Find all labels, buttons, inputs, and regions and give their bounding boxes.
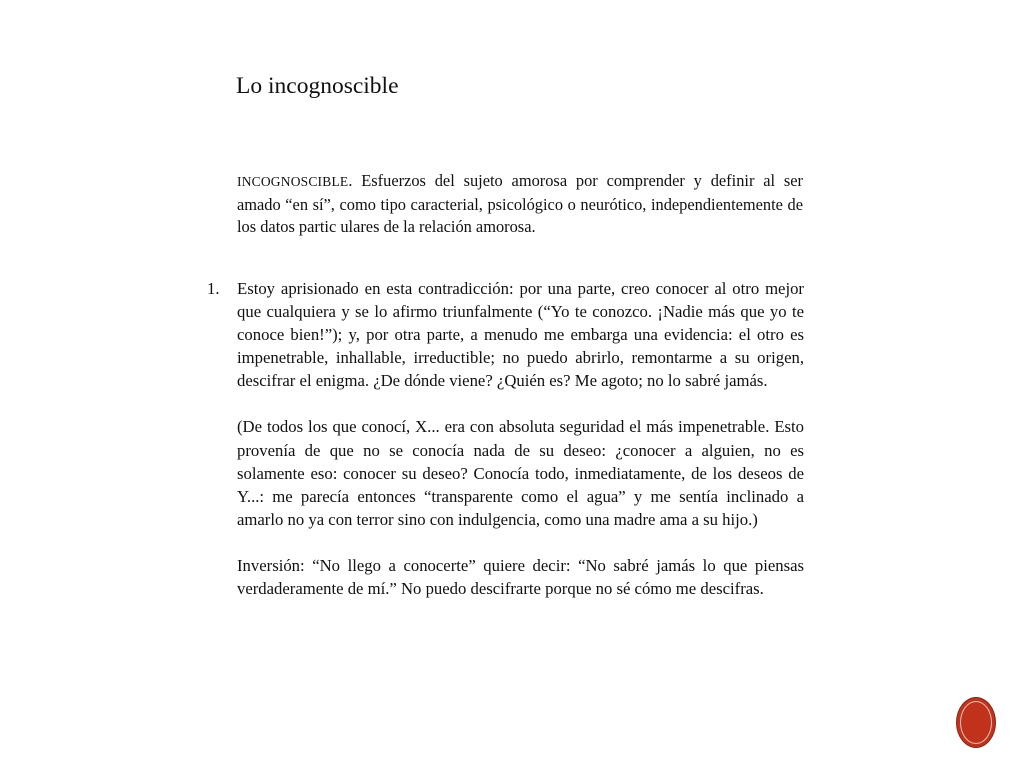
entry-body xyxy=(237,277,804,600)
entry-paragraph-1: Estoy aprisionado en esta contradicción: por una parte, creo conocer al otro mejor que cualquiera y se lo afirmo triunfalmente (“Yo te conozco. ¡Nadie más que yo te conoce bien!”); y, por otra parte, a menudo me embarga una evidencia: el otro es impenetrable, inhallable, irreductible; no puedo abrirlo, remontarme a su origen, descifrar el enigma. ¿De dónde viene? ¿Quién es? Me agoto; no lo sabré jamás. xyxy=(237,279,804,391)
badge-ring-icon xyxy=(960,701,992,744)
entry-paragraph-3: Inversión: “No llego a conocerte” quiere decir: “No sabré jamás lo que piensas verdaderamente de mí.” No puedo descifrarte porque no sé cómo me descifras. xyxy=(237,555,804,599)
definition-paragraph xyxy=(237,170,803,239)
entry-number: 1. xyxy=(207,279,220,298)
slide-number-badge xyxy=(956,697,996,748)
definition-text: . Esfuerzos del sujeto amorosa por comprender y definir al ser amado “en sí”, como tipo caracterial, psicológico o neurótico, independientemente de los datos partic ulares de la relación amorosa. xyxy=(237,171,803,236)
page-title: Lo incognoscible xyxy=(236,73,399,99)
definition-term: INCOGNOSCIBLE xyxy=(237,174,349,189)
numbered-entry xyxy=(207,277,804,600)
entry-paragraph-2: (De todos los que conocí, X... era con absoluta seguridad el más impenetrable. Esto provenía de que no se conocía nada de su deseo: ¿conocer a alguien, no es solamente eso: conocer su deseo? Conocía todo, inmediatamente, de los deseos de Y...: me parecía entonces “transparente como el agua” y me sentía inclinado a amarlo no ya con terror sino con indulgencia, como una madre ama a su hijo.) xyxy=(237,417,804,529)
